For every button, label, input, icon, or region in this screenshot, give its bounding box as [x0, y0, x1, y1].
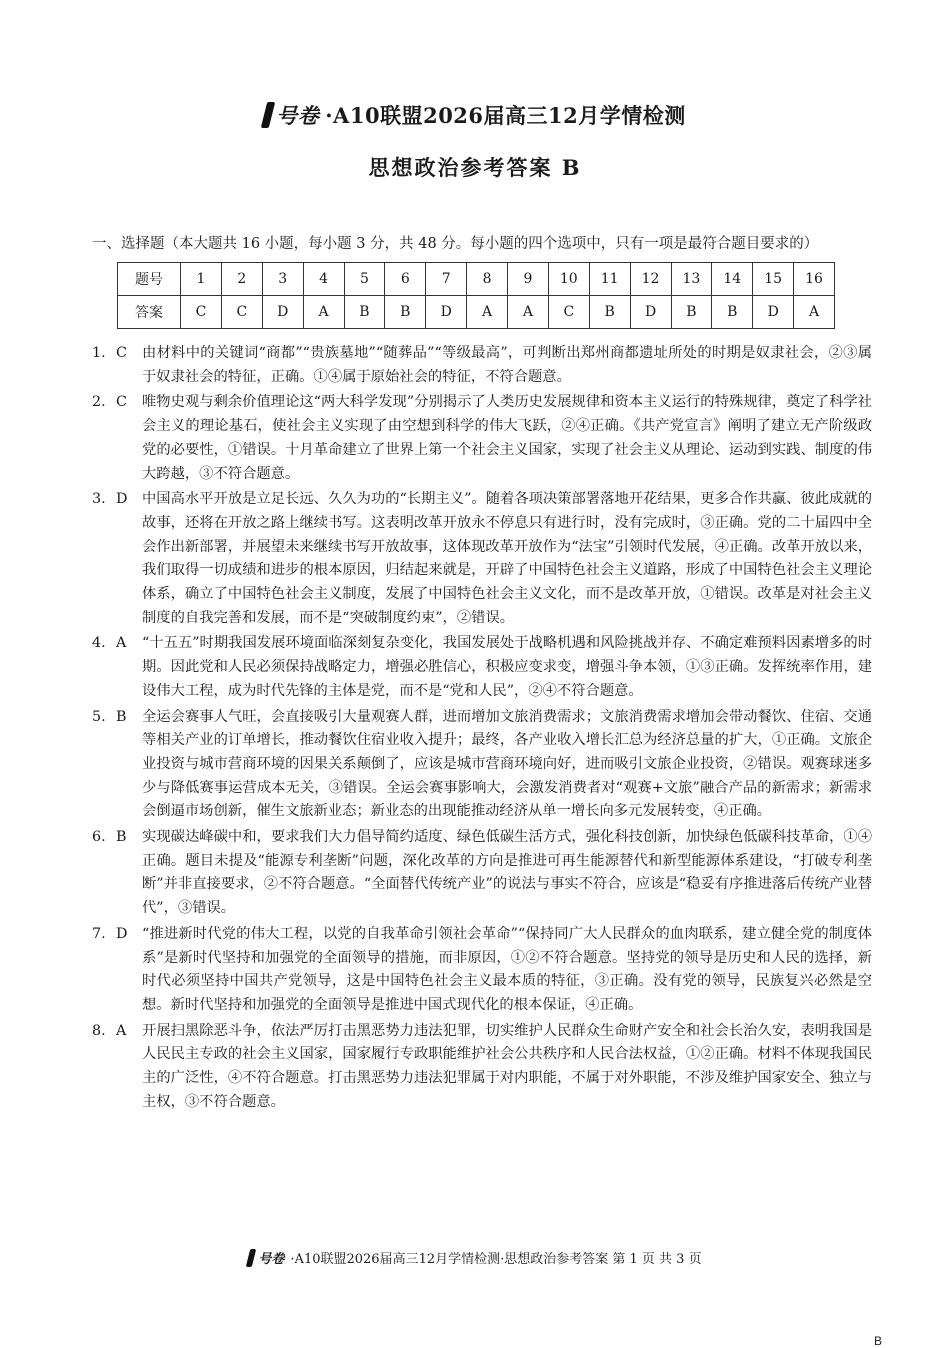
answer-letter: B [385, 296, 426, 329]
footer-logo-text: 号卷 [258, 1252, 285, 1267]
logo-text: 号卷 [276, 103, 320, 128]
footer-text: ·A10联盟2026届高三12月学情检测·思想政治参考答案 第 1 页 共 3 页 [290, 1252, 702, 1267]
answer-letter: D [753, 296, 794, 329]
item-number: 6. [92, 829, 106, 846]
item-number: 3. [92, 491, 106, 508]
row-label-answer: 答案 [118, 296, 181, 329]
item-answer: B [116, 829, 127, 846]
item-number: 1. [92, 345, 106, 361]
answer-letter: B [712, 296, 753, 329]
explanation-item [92, 488, 872, 630]
answer-letter: B [671, 296, 712, 329]
item-explanation: 实现碳达峰碳中和，要求我们大力倡导简约适度、绿色低碳生活方式，强化科技创新，加快绿色低碳科技革命，①④正确。题目未提及“能源专利垄断”问题，深化改革的方向是推进可再生能源替代和新型能源体系建设，“打破专利垄断”并非直接要求，②不符合题意。“全面替代传统产业”的说法与事实不符合，应该是“稳妥有序推进落后传统产业替代”，③错误。 [142, 829, 872, 917]
document-subtitle: 思想政治参考答案 B [368, 155, 582, 180]
answer-table-answer-row [118, 296, 835, 329]
section-heading: 一、选择题（本大题共 16 小题，每小题 3 分，共 48 分。每小题的四个选项中，只有一项是最符合题目要求的） [92, 236, 819, 252]
question-number: 9 [508, 263, 549, 296]
answer-letter: C [181, 296, 222, 329]
question-number: 2 [221, 263, 262, 296]
item-answer: C [116, 394, 127, 411]
question-number: 13 [671, 263, 712, 296]
logo-mark-icon [261, 102, 275, 128]
question-number: 16 [794, 263, 835, 296]
item-answer: B [116, 708, 127, 725]
footer-logo [248, 1248, 284, 1267]
question-number: 11 [589, 263, 630, 296]
item-explanation: “推进新时代党的伟大工程，以党的自我革命引领社会革命”“保持同广大人民群众的血肉联系，建立健全党的制度体系”是新时代坚持和加强党的全面领导的措施，而非原因，①②不符合题意。坚持党的领导是历史和人民的选择，新时代必须坚持中国共产党领导，这是中国特色社会主义最本质的特征，③正确。没有党的领导，民族复兴必然是空想。新时代坚持和加强党的全面领导是推进中国式现代化的根本保证，④正确。 [142, 925, 872, 1013]
item-explanation: 唯物史观与剩余价值理论这“两大科学发现”分别揭示了人类历史发展规律和资本主义运行的特殊规律，奠定了科学社会主义的理论基石，使社会主义实现了由空想到科学的伟大飞跃，②④正确。《共产党宣言》阐明了建立无产阶级政党的必要性，①错误。十月革命建立了世界上第一个社会主义国家，实现了社会主义从理论、运动到实践、制度的伟大跨越，③不符合题意。 [142, 394, 872, 482]
question-number: 8 [467, 263, 508, 296]
item-number: 4. [92, 635, 106, 652]
explanation-item [92, 706, 872, 825]
item-answer: A [116, 1022, 127, 1039]
question-number: 15 [753, 263, 794, 296]
question-number: 1 [181, 263, 222, 296]
exam-logo [264, 100, 319, 130]
answer-letter: D [262, 296, 303, 329]
explanation-item [92, 391, 872, 486]
document-title [0, 100, 950, 130]
question-number: 10 [548, 263, 589, 296]
answer-letter: C [221, 296, 262, 329]
explanation-item [92, 1020, 872, 1115]
item-explanation: “十五五”时期我国发展环境面临深刻复杂变化，我国发展处于战略机遇和风险挑战并存、不确定难预料因素增多的时期。因此党和人民必须保持战略定力，增强必胜信心，积极应变求变，增强斗争本领，①③正确。发挥统率作用，建设伟大工程，成为时代先锋的主体是党，而不是“党和人民”，②④不符合题意。 [142, 635, 872, 699]
title-text: ·A10联盟2026届高三12月学情检测 [325, 103, 686, 128]
answer-letter: C [548, 296, 589, 329]
explanation-item [92, 923, 872, 1018]
item-explanation: 开展扫黑除恶斗争，依法严厉打击黑恶势力违法犯罪，切实维护人民群众生命财产安全和社会长治久安，表明我国是人民民主专政的社会主义国家，国家履行专政职能维护社会公共秩序和人民合法权益，①②正确。材料不体现我国民主的广泛性，④不符合题意。打击黑恶势力违法犯罪属于对内职能，不属于对外职能，不涉及维护国家安全、独立与主权，③不符合题意。 [142, 1022, 872, 1110]
item-number: 8. [92, 1022, 106, 1039]
explanation-list [92, 342, 872, 1117]
item-number: 2. [92, 394, 106, 411]
item-answer: C [116, 345, 127, 361]
corner-version-mark: B [874, 1334, 883, 1348]
item-answer: A [116, 635, 127, 652]
answer-letter: A [303, 296, 344, 329]
answer-letter: B [344, 296, 385, 329]
question-number: 4 [303, 263, 344, 296]
item-answer: D [116, 491, 128, 508]
item-explanation: 中国高水平开放是立足长远、久久为功的“长期主义”。随着各项决策部署落地开花结果，更多合作共赢、彼此成就的故事，还将在开放之路上继续书写。这表明改革开放永不停息只有进行时，没有完成时，③正确。党的二十届四中全会作出新部署，并展望未来继续书写开放故事，这体现改革开放作为“法宝”引领时代发展，④正确。改革开放以来，我们取得一切成绩和进步的根本原因，归结起来就是，开辟了中国特色社会主义道路，形成了中国特色社会主义理论体系，确立了中国特色社会主义制度，发展了中国特色社会主义文化，而不是改革开放，①错误。改革是对社会主义制度的自我完善和发展，而不是“突破制度约束”，②错误。 [142, 491, 872, 626]
explanation-item [92, 342, 872, 389]
item-number: 7. [92, 925, 106, 942]
question-number: 14 [712, 263, 753, 296]
answer-table-number-row [118, 263, 835, 296]
item-number: 5. [92, 708, 106, 725]
question-number: 6 [385, 263, 426, 296]
answer-letter: D [630, 296, 671, 329]
explanation-item [92, 826, 872, 921]
answer-letter: D [426, 296, 467, 329]
question-number: 12 [630, 263, 671, 296]
answer-letter: A [794, 296, 835, 329]
explanation-item [92, 632, 872, 703]
row-label-number: 题号 [118, 263, 181, 296]
answer-letter: A [467, 296, 508, 329]
item-answer: D [116, 925, 128, 942]
item-explanation: 由材料中的关键词“商都”“贵族墓地”“随葬品”“等级最高”，可判断出郑州商都遗址所处的时期是奴隶社会，②③属于奴隶社会的特征，正确。①④属于原始社会的特征，不符合题意。 [142, 345, 872, 385]
item-explanation: 全运会赛事人气旺，会直接吸引大量观赛人群，进而增加文旅消费需求；文旅消费需求增加会带动餐饮、住宿、交通等相关产业的订单增长，推动餐饮住宿业收入提升；最终，各产业收入增长汇总为经济总量的扩大，①正确。文旅企业投资与城市营商环境的因果关系颠倒了，应该是城市营商环境向好，进而吸引文旅企业投资，②错误。观赛球迷多少与降低赛事运营成本无关，③错误。全运会赛事影响大，会激发消费者对“观赛+文旅”融合产品的新需求；新需求会倒逼市场创新，催生文旅新业态；新业态的出现能推动经济从单一增长向多元发展转变，④正确。 [142, 708, 872, 820]
answer-letter: B [589, 296, 630, 329]
question-number: 3 [262, 263, 303, 296]
question-number: 5 [344, 263, 385, 296]
answer-letter: A [508, 296, 549, 329]
answer-table [117, 262, 835, 329]
logo-mark-icon [246, 1249, 256, 1267]
page-footer [0, 1248, 950, 1267]
question-number: 7 [426, 263, 467, 296]
